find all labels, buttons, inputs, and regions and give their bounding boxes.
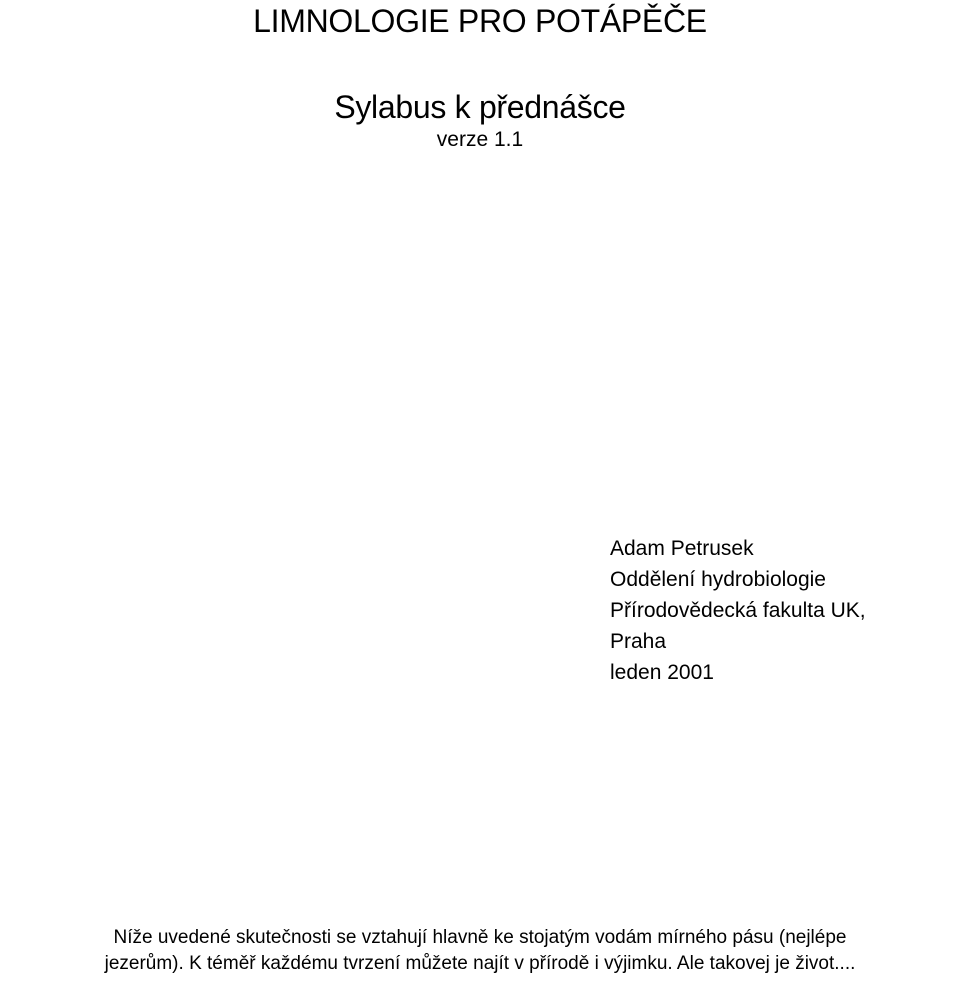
document-date: leden 2001 xyxy=(610,661,714,684)
document-version: verze 1.1 xyxy=(436,128,524,151)
document-title: LIMNOLOGIE PRO POTÁPĚČE xyxy=(253,3,707,39)
intro-note-line-1: Níže uvedené skutečnosti se vztahují hlavně ke stojatým vodám mírného pásu (nejlépe xyxy=(113,927,847,948)
intro-note-line-2: jezerům). K téměř každému tvrzení můžete najít v přírodě i výjimku. Ale takovej je život.... xyxy=(104,953,856,974)
document-subtitle: Sylabus k přednášce xyxy=(334,89,626,125)
author-city: Praha xyxy=(610,630,667,653)
intro-note xyxy=(0,925,960,977)
author-department: Oddělení hydrobiologie xyxy=(610,568,826,591)
author-block xyxy=(610,533,866,688)
author-faculty: Přírodovědecká fakulta UK, xyxy=(610,599,866,622)
author-name: Adam Petrusek xyxy=(610,537,754,560)
